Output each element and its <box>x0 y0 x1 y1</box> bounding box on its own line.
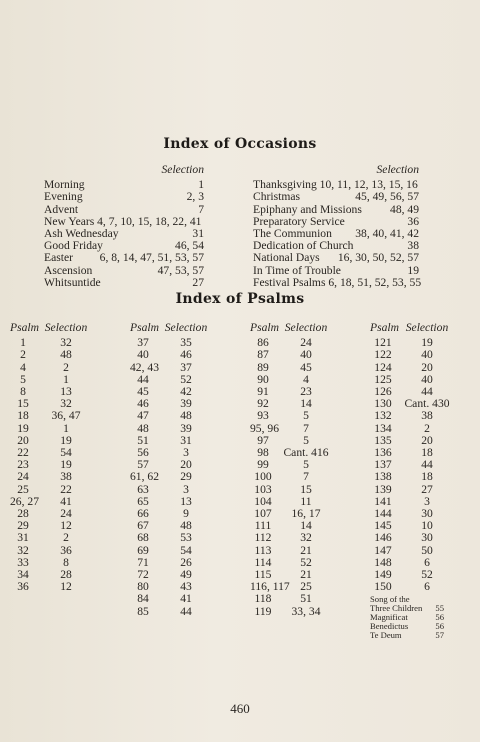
psalms-column-header <box>10 322 100 334</box>
psalm-number: 1 <box>20 336 26 350</box>
psalm-row <box>370 484 460 496</box>
occasion-selection: 38, 40, 41, 42 <box>355 227 419 241</box>
psalm-selection: 44 <box>421 385 433 399</box>
occasion-name: New Years 4, 7, 10, 15, 18, 22, 41 <box>44 214 202 228</box>
psalm-number: 103 <box>254 482 272 496</box>
psalms-column-1 <box>10 322 100 593</box>
psalm-selection: 46 <box>180 348 192 362</box>
psalm-number: 68 <box>137 531 149 545</box>
psalm-number: 31 <box>17 531 29 545</box>
psalm-selection: 38 <box>60 470 72 484</box>
occasions-left-column <box>44 164 204 289</box>
psalm-row <box>130 606 220 618</box>
psalm-number: 118 <box>254 592 272 606</box>
psalm-selection: 14 <box>300 397 312 411</box>
occasion-selection: 1 <box>198 178 204 192</box>
occasion-name: National Days <box>253 251 320 265</box>
psalm-selection: 7 <box>303 421 309 435</box>
psalm-selection: 23 <box>300 385 312 399</box>
psalm-selection: 49 <box>180 568 192 582</box>
psalm-selection: 52 <box>300 555 312 569</box>
psalm-number: 56 <box>137 446 149 460</box>
psalm-row <box>130 362 220 374</box>
psalm-selection: Cant. 416 <box>283 446 329 460</box>
psalm-selection: 48 <box>180 409 192 423</box>
psalm-number: 22 <box>17 446 29 460</box>
psalm-row <box>10 532 100 544</box>
occasion-name: Evening <box>44 190 83 204</box>
psalm-number: 98 <box>257 446 269 460</box>
psalm-number: 42, 43 <box>130 360 159 374</box>
psalm-row <box>370 349 460 361</box>
psalm-number: 148 <box>374 555 392 569</box>
occasion-selection: 7 <box>198 202 204 216</box>
occasion-row <box>253 265 419 277</box>
psalm-row <box>10 581 100 593</box>
psalm-selection: 22 <box>60 482 72 496</box>
psalm-selection: 20 <box>180 458 192 472</box>
psalm-selection: 39 <box>180 421 192 435</box>
psalm-selection: 2 <box>63 531 69 545</box>
psalm-selection: 37 <box>180 360 192 374</box>
psalm-selection: 40 <box>421 372 433 386</box>
psalm-row <box>130 423 220 435</box>
page-number: 460 <box>230 701 250 716</box>
occasion-selection: 47, 53, 57 <box>157 263 204 277</box>
canticle-name: Song of the <box>370 594 410 605</box>
psalm-selection: 14 <box>300 519 312 533</box>
psalm-number: 15 <box>17 397 29 411</box>
psalm-selection: 2 <box>424 421 430 435</box>
psalm-number: 47 <box>137 409 149 423</box>
psalm-row <box>370 410 460 422</box>
occasion-selection: 31 <box>192 227 204 241</box>
psalms-column-header <box>370 322 460 334</box>
psalm-selection: 36, 47 <box>51 409 81 423</box>
psalm-number: 116, 117 <box>250 580 290 594</box>
occasion-row <box>44 277 204 289</box>
psalm-number: 119 <box>254 604 272 618</box>
occasion-row <box>44 204 204 216</box>
psalm-number: 115 <box>254 568 272 582</box>
selection-header: Selection <box>284 321 328 334</box>
psalm-number: 144 <box>374 507 392 521</box>
occasion-name: In Time of Trouble <box>253 263 341 277</box>
psalm-number: 44 <box>137 372 149 386</box>
psalm-row <box>10 410 100 422</box>
occasion-selection: 38 <box>407 239 419 253</box>
occasion-name: Thanksgiving 10, 11, 12, 13, 15, 16 <box>253 178 418 192</box>
psalms-column-header <box>130 322 220 334</box>
occasion-row <box>44 265 204 277</box>
psalm-number: 132 <box>374 409 392 423</box>
psalm-selection: 32 <box>300 531 312 545</box>
psalm-selection: 36 <box>60 543 72 557</box>
selection-header: Selection <box>161 163 204 176</box>
occasion-row <box>253 191 419 203</box>
psalm-number: 134 <box>374 421 392 435</box>
occasion-name: Morning <box>44 178 85 192</box>
psalm-selection: 7 <box>303 470 309 484</box>
occasion-selection: 19 <box>407 263 419 277</box>
psalm-number: 18 <box>17 409 29 423</box>
psalm-selection: 48 <box>60 348 72 362</box>
psalm-row <box>130 484 220 496</box>
psalm-selection: 3 <box>424 494 430 508</box>
psalm-header: Psalm <box>370 321 399 334</box>
psalm-number: 80 <box>137 580 149 594</box>
psalm-selection: 5 <box>303 433 309 447</box>
psalm-selection: 2 <box>63 360 69 374</box>
psalm-number: 5 <box>20 372 26 386</box>
psalm-selection: 42 <box>180 385 192 399</box>
canticle-row <box>370 631 444 640</box>
occasion-selection: 2, 3 <box>186 190 204 204</box>
psalm-selection: 28 <box>60 568 72 582</box>
psalm-selection: 20 <box>421 433 433 447</box>
psalm-number: 51 <box>137 433 149 447</box>
psalm-row <box>130 410 220 422</box>
psalm-selection: 6 <box>424 580 430 594</box>
psalm-number: 29 <box>17 519 29 533</box>
psalm-selection: 6 <box>424 555 430 569</box>
psalm-number: 24 <box>17 470 29 484</box>
psalm-number: 146 <box>374 531 392 545</box>
psalm-selection: 44 <box>180 604 192 618</box>
psalm-number: 111 <box>254 519 272 533</box>
psalms-column-header <box>250 322 350 334</box>
occasion-name: Epiphany and Missions <box>253 202 362 216</box>
occasion-name: Ash Wednesday <box>44 227 119 241</box>
occasion-selection: 16, 30, 50, 52, 57 <box>337 251 419 265</box>
psalm-selection: 54 <box>60 446 72 460</box>
psalm-row <box>250 606 350 618</box>
psalm-selection: 54 <box>180 543 192 557</box>
psalm-selection: 21 <box>300 543 312 557</box>
canticle-selection: 57 <box>435 630 444 641</box>
psalm-selection: 27 <box>421 482 433 496</box>
selection-header: Selection <box>376 163 419 176</box>
psalm-row <box>370 581 460 593</box>
psalm-row <box>10 484 100 496</box>
psalm-number: 97 <box>257 433 269 447</box>
psalm-selection: 52 <box>180 372 192 386</box>
occasion-selection: 36 <box>407 214 419 228</box>
psalm-header: Psalm <box>250 321 279 334</box>
psalm-selection: 29 <box>180 470 192 484</box>
psalm-number: 113 <box>254 543 272 557</box>
occasion-name: The Communion <box>253 227 332 241</box>
psalm-selection: 50 <box>421 543 433 557</box>
canticles-list <box>370 595 460 640</box>
psalm-number: 90 <box>257 372 269 386</box>
psalm-number: 66 <box>137 507 149 521</box>
psalm-number: 125 <box>374 372 392 386</box>
psalm-selection: 40 <box>421 348 433 362</box>
psalm-number: 137 <box>374 458 392 472</box>
psalm-number: 99 <box>257 458 269 472</box>
psalm-row <box>250 471 350 483</box>
psalm-selection: 5 <box>303 409 309 423</box>
psalm-row <box>370 471 460 483</box>
psalm-number: 33 <box>17 555 29 569</box>
psalm-number: 121 <box>374 336 392 350</box>
psalm-number: 104 <box>254 494 272 508</box>
psalm-header: Psalm <box>10 321 39 334</box>
occasion-row <box>253 204 419 216</box>
psalm-row <box>250 532 350 544</box>
psalm-selection: 31 <box>180 433 192 447</box>
psalm-number: 34 <box>17 568 29 582</box>
psalm-row <box>250 593 350 605</box>
psalm-row <box>10 349 100 361</box>
psalm-number: 130 <box>374 397 392 411</box>
psalm-number: 124 <box>374 360 392 374</box>
psalm-number: 19 <box>17 421 29 435</box>
psalm-selection: 21 <box>300 568 312 582</box>
selection-header: Selection <box>164 321 208 334</box>
occasion-name: Ascension <box>44 263 93 277</box>
occasion-name: Preparatory Service <box>253 214 345 228</box>
psalm-selection: 53 <box>180 531 192 545</box>
psalm-selection: 16, 17 <box>291 507 321 521</box>
psalm-selection: 32 <box>60 397 72 411</box>
psalm-number: 92 <box>257 397 269 411</box>
psalm-selection: 19 <box>421 336 433 350</box>
psalm-selection: 30 <box>421 531 433 545</box>
occasion-selection: 46, 54 <box>175 239 204 253</box>
psalm-number: 112 <box>254 531 272 545</box>
psalm-number: 26, 27 <box>10 494 39 508</box>
psalm-selection: 25 <box>300 580 312 594</box>
psalm-selection: 24 <box>60 507 72 521</box>
psalm-selection: 19 <box>60 458 72 472</box>
psalms-column-4 <box>370 322 460 640</box>
psalm-selection: Cant. 430 <box>404 397 450 411</box>
psalm-number: 135 <box>374 433 392 447</box>
psalm-selection: 41 <box>180 592 192 606</box>
psalm-row <box>130 471 220 483</box>
psalm-selection: 48 <box>180 519 192 533</box>
psalm-selection: 33, 34 <box>291 604 321 618</box>
psalm-number: 89 <box>257 360 269 374</box>
canticle-selection: 55 <box>435 603 444 614</box>
psalm-number: 61, 62 <box>130 470 159 484</box>
psalm-selection: 39 <box>180 397 192 411</box>
psalm-number: 69 <box>137 543 149 557</box>
occasions-index-title: Index of Occasions <box>163 136 317 152</box>
psalm-number: 67 <box>137 519 149 533</box>
psalm-row <box>250 484 350 496</box>
selection-header: Selection <box>405 321 449 334</box>
psalms-index-title: Index of Psalms <box>175 291 305 307</box>
canticle-name: Magnificat <box>370 612 408 623</box>
psalm-number: 65 <box>137 494 149 508</box>
occasion-selection: 45, 49, 56, 57 <box>355 190 419 204</box>
psalm-number: 141 <box>374 494 392 508</box>
psalm-number: 138 <box>374 470 392 484</box>
psalm-row <box>250 362 350 374</box>
psalm-number: 93 <box>257 409 269 423</box>
occasions-right-column <box>253 163 422 289</box>
psalm-selection: 8 <box>63 555 69 569</box>
psalm-number: 4 <box>20 360 26 374</box>
psalm-number: 63 <box>137 482 149 496</box>
occasion-name: Christmas <box>253 190 301 204</box>
psalm-row <box>10 471 100 483</box>
psalm-selection: 15 <box>300 482 312 496</box>
psalm-selection: 3 <box>183 446 189 460</box>
psalm-number: 91 <box>257 385 269 399</box>
psalm-number: 114 <box>254 555 272 569</box>
psalm-row <box>10 423 100 435</box>
psalm-selection: 41 <box>60 494 72 508</box>
psalm-number: 72 <box>137 568 149 582</box>
psalm-number: 126 <box>374 385 392 399</box>
psalms-column-3 <box>250 322 350 618</box>
psalm-selection: 1 <box>63 421 69 435</box>
occasion-selection: 6, 8, 14, 47, 51, 53, 57 <box>99 251 204 265</box>
psalm-selection: 51 <box>300 592 312 606</box>
psalm-number: 145 <box>374 519 392 533</box>
psalm-selection: 10 <box>421 519 433 533</box>
psalm-number: 28 <box>17 507 29 521</box>
occasion-row <box>253 275 422 289</box>
psalm-header: Psalm <box>130 321 159 334</box>
canticle-name: Te Deum <box>370 630 402 641</box>
psalm-selection: 38 <box>421 409 433 423</box>
psalm-row <box>250 423 350 435</box>
psalm-selection: 13 <box>60 385 72 399</box>
psalm-number: 57 <box>137 458 149 472</box>
psalm-selection: 4 <box>303 372 309 386</box>
psalm-number: 36 <box>17 580 29 594</box>
psalm-number: 48 <box>137 421 149 435</box>
psalm-row <box>250 410 350 422</box>
psalm-selection: 13 <box>180 494 192 508</box>
psalm-selection: 32 <box>60 336 72 350</box>
psalm-selection: 26 <box>180 555 192 569</box>
psalm-number: 85 <box>137 604 149 618</box>
psalm-number: 149 <box>374 568 392 582</box>
psalm-number: 32 <box>17 543 29 557</box>
psalm-number: 25 <box>17 482 29 496</box>
psalm-selection: 40 <box>300 348 312 362</box>
psalm-selection: 12 <box>60 580 72 594</box>
canticle-selection: 56 <box>435 621 444 632</box>
occasion-name: Whitsuntide <box>44 275 101 289</box>
psalm-number: 87 <box>257 348 269 362</box>
psalm-row <box>370 362 460 374</box>
psalm-selection: 5 <box>303 458 309 472</box>
psalm-number: 107 <box>254 507 272 521</box>
psalm-number: 122 <box>374 348 392 362</box>
psalms-column-2 <box>130 322 220 618</box>
occasion-name: Easter <box>44 251 73 265</box>
psalm-row <box>130 532 220 544</box>
psalm-number: 20 <box>17 433 29 447</box>
psalm-selection: 30 <box>421 507 433 521</box>
psalm-row <box>10 362 100 374</box>
psalm-number: 40 <box>137 348 149 362</box>
psalm-selection: 43 <box>180 580 192 594</box>
occasion-selection: 48, 49 <box>390 202 419 216</box>
occasion-name: Festival Psalms 6, 18, 51, 52, 53, 55 <box>253 275 422 289</box>
psalm-row <box>370 423 460 435</box>
psalm-number: 136 <box>374 446 392 460</box>
occasion-name: Advent <box>44 202 79 216</box>
psalm-selection: 52 <box>421 568 433 582</box>
canticle-selection: 56 <box>435 612 444 623</box>
psalm-number: 37 <box>137 336 149 350</box>
canticle-name: Three Children <box>370 603 423 614</box>
psalm-number: 95, 96 <box>250 421 279 435</box>
psalm-selection: 9 <box>183 507 189 521</box>
psalm-number: 45 <box>137 385 149 399</box>
psalm-number: 147 <box>374 543 392 557</box>
psalm-number: 86 <box>257 336 269 350</box>
psalm-number: 2 <box>20 348 26 362</box>
occasion-row <box>44 252 204 264</box>
psalm-number: 150 <box>374 580 392 594</box>
psalm-number: 139 <box>374 482 392 496</box>
psalm-number: 23 <box>17 458 29 472</box>
psalm-number: 84 <box>137 592 149 606</box>
occasion-row <box>253 252 419 264</box>
psalm-selection: 18 <box>421 470 433 484</box>
psalm-number: 46 <box>137 397 149 411</box>
occasion-selection: 27 <box>192 275 204 289</box>
occasion-name: Dedication of Church <box>253 239 354 253</box>
psalm-selection: 12 <box>60 519 72 533</box>
psalm-selection: 45 <box>300 360 312 374</box>
psalm-number: 8 <box>20 385 26 399</box>
psalm-selection: 44 <box>421 458 433 472</box>
psalm-selection: 35 <box>180 336 192 350</box>
psalm-selection: 18 <box>421 446 433 460</box>
psalm-selection: 20 <box>421 360 433 374</box>
occasion-row <box>44 191 204 203</box>
psalm-selection: 11 <box>300 494 312 508</box>
psalm-row <box>130 593 220 605</box>
canticle-name: Benedictus <box>370 621 409 632</box>
psalm-selection: 1 <box>63 372 69 386</box>
occasion-name: Good Friday <box>44 239 103 253</box>
psalm-row <box>250 349 350 361</box>
psalm-number: 71 <box>137 555 149 569</box>
psalm-selection: 19 <box>60 433 72 447</box>
psalm-selection: 3 <box>183 482 189 496</box>
psalm-row <box>370 532 460 544</box>
selection-header: Selection <box>44 321 88 334</box>
psalm-selection: 24 <box>300 336 312 350</box>
psalm-number: 100 <box>254 470 272 484</box>
psalm-row <box>130 349 220 361</box>
